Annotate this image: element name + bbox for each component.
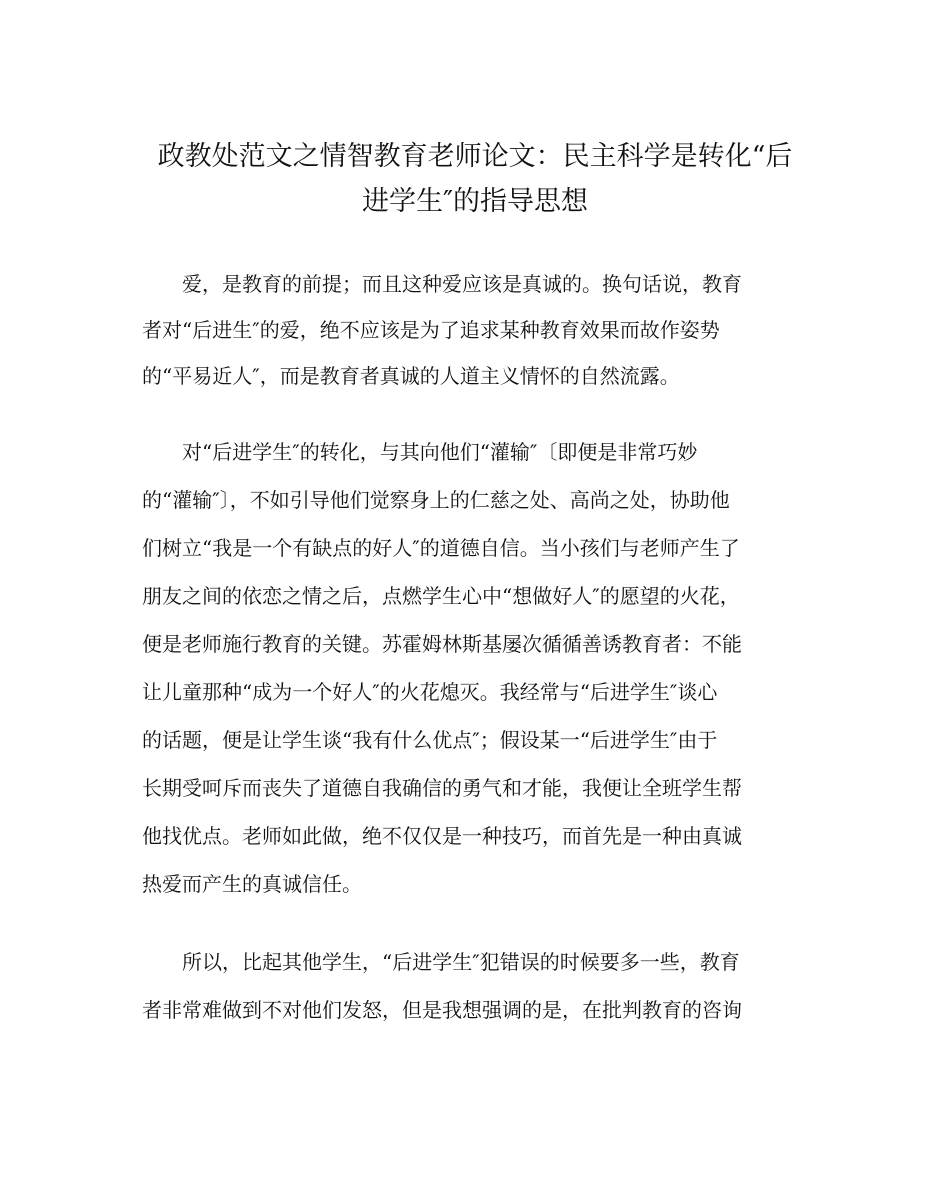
paragraph-line: 他找优点。老师如此做，绝不仅仅是一种技巧，而首先是一种由真诚 [142, 824, 742, 848]
paragraph-line: 让儿童那种“成为一个好人″的火花熄灭。我经常与“后进学生″谈心 [142, 680, 718, 704]
document-title-line-2: 进学生″的指导思想 [361, 186, 589, 217]
paragraph-line: 热爱而产生的真诚信任。 [142, 872, 362, 896]
paragraph-line: 们树立“我是一个有缺点的好人″的道德自信。当小孩们与老师产生了 [142, 536, 740, 560]
paragraph-line: 所以，比起其他学生，“后进学生″犯错误的时候要多一些，教育 [182, 950, 740, 974]
paragraph-line: 的“灌输″〕，不如引导他们觉察身上的仁慈之处、高尚之处，协助他 [142, 488, 730, 512]
paragraph-line: 朋友之间的依恋之情之后，点燃学生心中“想做好人″的愿望的火花， [142, 584, 740, 608]
paragraph-line: 者对“后进生″的爱，绝不应该是为了追求某种教育效果而故作姿势 [142, 318, 720, 342]
paragraph-line: 长期受呵斥而丧失了道德自我确信的勇气和才能，我便让全班学生帮 [142, 776, 742, 800]
paragraph-line: 爱，是教育的前提；而且这种爱应该是真诚的。换句话说，教育 [182, 272, 742, 296]
paragraph-line: 的话题，便是让学生谈“我有什么优点″；假设某一“后进学生″由于 [142, 728, 718, 752]
paragraph-line: 便是老师施行教育的关键。苏霍姆林斯基屡次循循善诱教育者：不能 [142, 632, 742, 656]
document-title-line-1: 政教处范文之情智教育老师论文：民主科学是转化“后 [157, 141, 793, 172]
paragraph-line: 的“平易近人″，而是教育者真诚的人道主义情怀的自然流露。 [142, 364, 680, 388]
paragraph-line: 对“后进学生″的转化，与其向他们“灌输″〔即便是非常巧妙 [182, 440, 698, 464]
paragraph-line: 者非常难做到不对他们发怒，但是我想强调的是，在批判教育的咨询 [142, 998, 742, 1022]
